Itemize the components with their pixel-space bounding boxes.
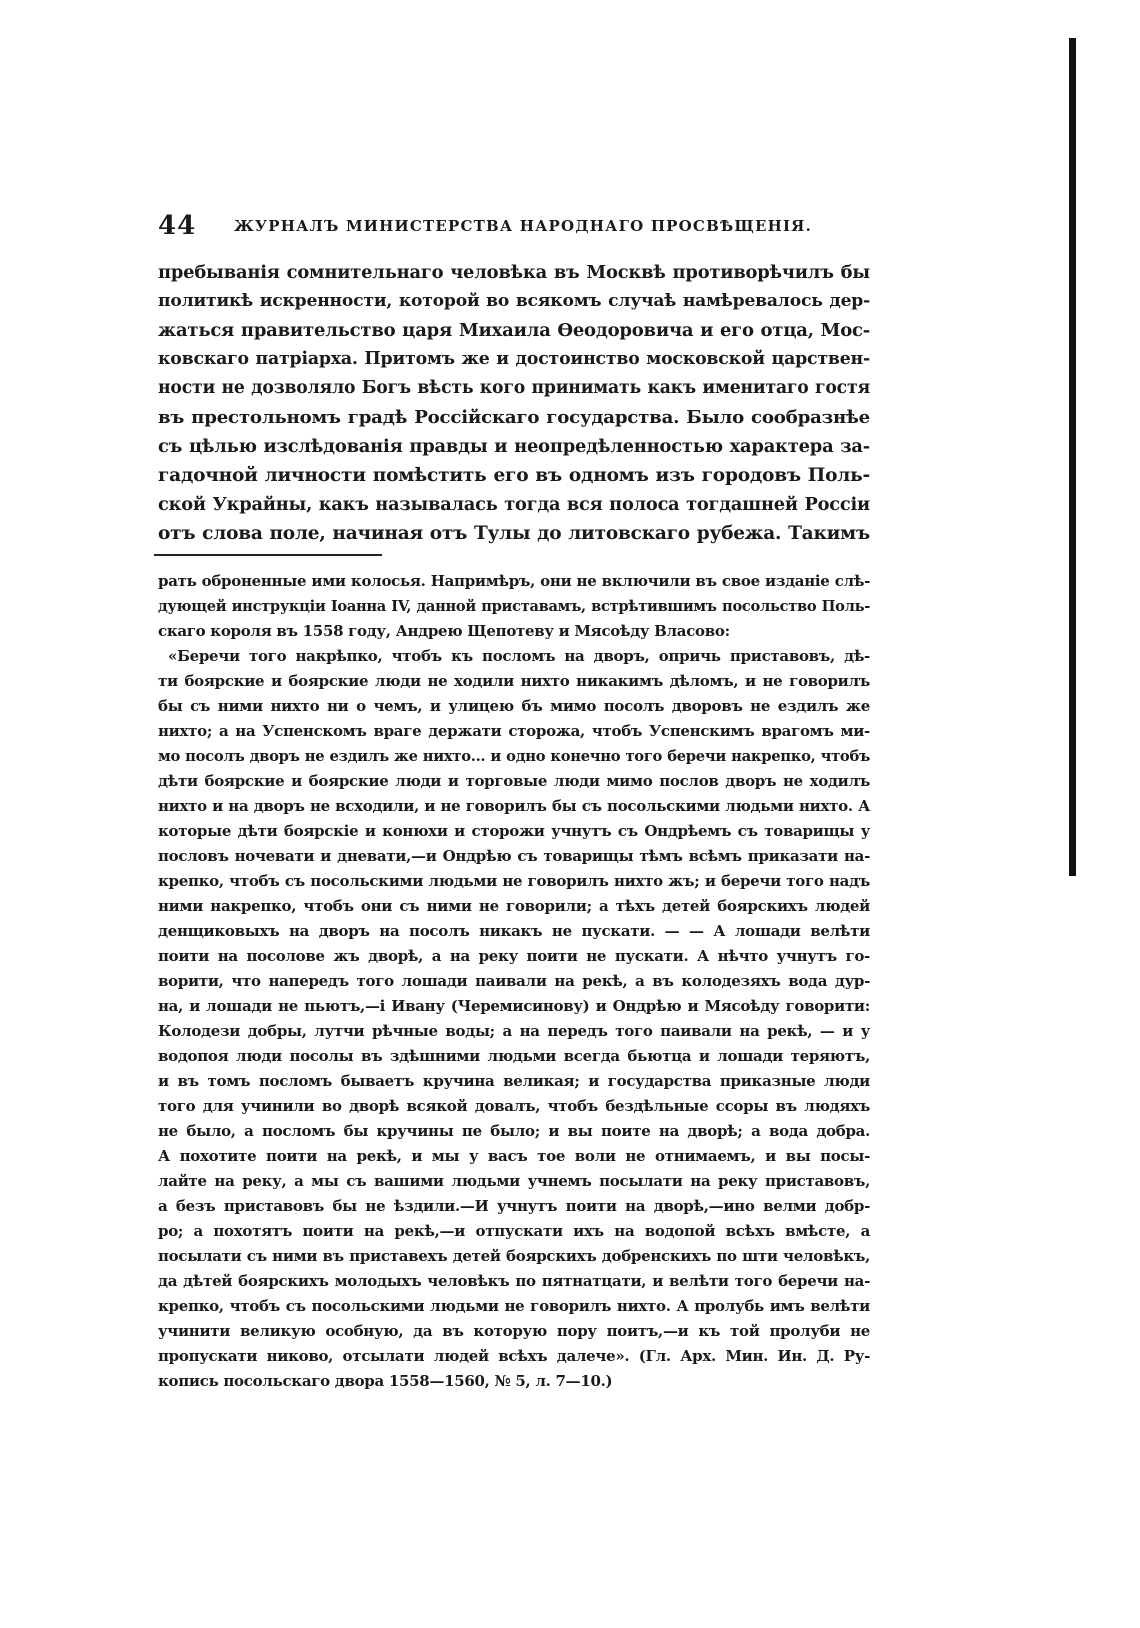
footnote-line: дѣти боярские и боярские люди и торговые люди мимо послов дворъ не ходилъ	[158, 772, 870, 790]
footnote-line: дующей инструкціи Іоанна IV, данной приставамъ, встрѣтившимъ посольство Поль-	[158, 598, 870, 615]
footnote-line: «Беречи того накрѣпко, чтобъ къ посломъ на дворъ, опричь приставовъ, дѣ-	[168, 647, 870, 665]
footnote-line: ними накрепко, чтобъ они съ ними не говорили; а тѣхъ детей боярскихъ людей	[158, 897, 870, 915]
footnote-line: пропускати никово, отсылати людей всѣхъ далече». (Гл. Арх. Мин. Ин. Д. Ру-	[158, 1347, 870, 1365]
footnote-line: нихто; а на Успенскомъ враге держати сторожа, чтобъ Успенскимъ врагомъ ми-	[158, 722, 870, 740]
footnote-line: лайте на реку, а мы съ вашими людьми учнемъ посылати на реку приставовъ,	[158, 1172, 870, 1190]
page-header	[158, 211, 898, 245]
footnote-line: бы съ ними нихто ни о чемъ, и улицею бъ мимо посолъ дворовъ не ездилъ же	[158, 697, 870, 715]
main-text-line: ности не дозволяло Богъ вѣсть кого принимать какъ именитаго гостя	[158, 378, 870, 398]
footnote-line: денщиковыхъ на дворъ на посолъ никакъ не пускати. — — А лошади велѣти	[158, 922, 870, 940]
main-text-line: гадочной личности помѣстить его въ одномъ изъ городовъ Поль-	[158, 465, 870, 486]
footnote-line: посылати съ ними въ приставехъ детей боярскихъ добренскихъ по шти человѣкъ,	[158, 1247, 870, 1265]
main-text-line: съ цѣлью изслѣдованія правды и неопредѣленностью характера за-	[158, 436, 870, 457]
footnote-line: не было, а посломъ бы кручины пе было; и вы поите на дворѣ; а вода добра.	[158, 1122, 870, 1140]
footnote-line: ворити, что напередъ того лошади паивали на рекѣ, а въ колодезяхъ вода дур-	[158, 972, 870, 990]
footnote-line: которые дѣти боярскіе и конюхи и сторожи учнутъ съ Ондрѣемъ съ товарищы у	[158, 822, 870, 840]
footnote-line: и въ томъ посломъ бываетъ кручина великая; и государства приказные люди	[158, 1072, 870, 1090]
footnote-line: рать оброненные ими колосья. Напримѣръ, они не включили въ свое изданіе слѣ-	[158, 572, 870, 590]
main-text-line: отъ слова поле, начиная отъ Тулы до литовскаго рубежа. Такимъ	[158, 523, 870, 544]
main-text-line: ковскаго патріарха. Притомъ же и достоинство московской царствен-	[158, 349, 870, 369]
footnote-line: копись посольскаго двора 1558—1560, № 5, л. 7—10.)	[158, 1372, 613, 1390]
footnote-line: на, и лошади не пьютъ,—і Ивану (Черемисинову) и Ондрѣю и Мясоѣду говорити:	[158, 997, 870, 1015]
scan-edge-bar	[1069, 38, 1076, 876]
main-text-line: пребыванія сомнительнаго человѣка въ Москвѣ противорѣчилъ бы	[158, 262, 870, 283]
footnote-line: а безъ приставовъ бы не ѣздили.—И учнутъ поити на дворѣ,—ино велми добр-	[158, 1197, 870, 1215]
footnote-line: крепко, чтобъ съ посольскими людьми не говорилъ нихто жъ; и беречи того надъ	[158, 872, 870, 890]
footnote-line: мо посолъ дворъ не ездилъ же нихто... и одно конечно того беречи накрепко, чтобъ	[158, 748, 870, 765]
footnote-line: А похотите поити на рекѣ, и мы у васъ тое воли не отнимаемъ, и вы посы-	[158, 1147, 870, 1165]
footnote-line: да дѣтей боярскихъ молодыхъ человѣкъ по пятнатцати, и велѣти того беречи на-	[158, 1272, 870, 1290]
page-number: 44	[158, 211, 197, 241]
main-text-line: политикѣ искренности, которой во всякомъ случаѣ намѣревалось дер-	[158, 291, 870, 311]
main-text-block	[158, 258, 870, 548]
footnote-block	[158, 569, 870, 1394]
footnote-line: водопоя люди посолы въ здѣшними людьми всегда бьютца и лошади теряютъ,	[158, 1047, 870, 1065]
main-text-line: въ престольномъ градѣ Россійскаго государства. Было сообразнѣе	[158, 407, 870, 428]
footnote-line: поити на посолове жъ дворѣ, а на реку поити не пускати. А нѣчто учнутъ го-	[158, 947, 870, 965]
footnote-line: учинити великую особную, да въ которую пору поитъ,—и къ той пролуби не	[158, 1322, 870, 1340]
footnote-line: Колодези добры, лутчи рѣчные воды; а на передъ того паивали на рекѣ, — и у	[158, 1022, 870, 1040]
footnote-divider	[154, 554, 382, 556]
footnote-line: крепко, чтобъ съ посольскими людьми не говорилъ нихто. А пролубь имъ велѣти	[158, 1297, 870, 1315]
running-title: ЖУРНАЛЪ МИНИСТЕРСТВА НАРОДНАГО ПРОСВѢЩЕНІЯ.	[234, 217, 813, 235]
footnote-line: скаго короля въ 1558 году, Андрею Щепотеву и Мясоѣду Власово:	[158, 622, 730, 640]
footnote-line: того для учинили во дворѣ всякой довалъ, чтобъ бездѣльные ссоры въ людяхъ	[158, 1097, 870, 1115]
footnote-line: нихто и на дворъ не всходили, и не говорилъ бы съ посольскими людьми нихто. А	[158, 797, 870, 815]
footnote-line: ро; а похотятъ поити на рекѣ,—и отпускати ихъ на водопой всѣхъ вмѣсте, а	[158, 1222, 870, 1240]
footnote-line: пословъ ночевати и дневати,—и Ондрѣю съ товарищы тѣмъ всѣмъ приказати на-	[158, 847, 870, 865]
main-text-line: жаться правительство царя Михаила Ѳеодоровича и его отца, Мос-	[158, 320, 870, 341]
main-text-line: ской Украйны, какъ называлась тогда вся полоса тогдашней Россіи	[158, 494, 870, 515]
footnote-line: ти боярские и боярские люди не ходили нихто никакимъ дѣломъ, и не говорилъ	[158, 672, 870, 690]
